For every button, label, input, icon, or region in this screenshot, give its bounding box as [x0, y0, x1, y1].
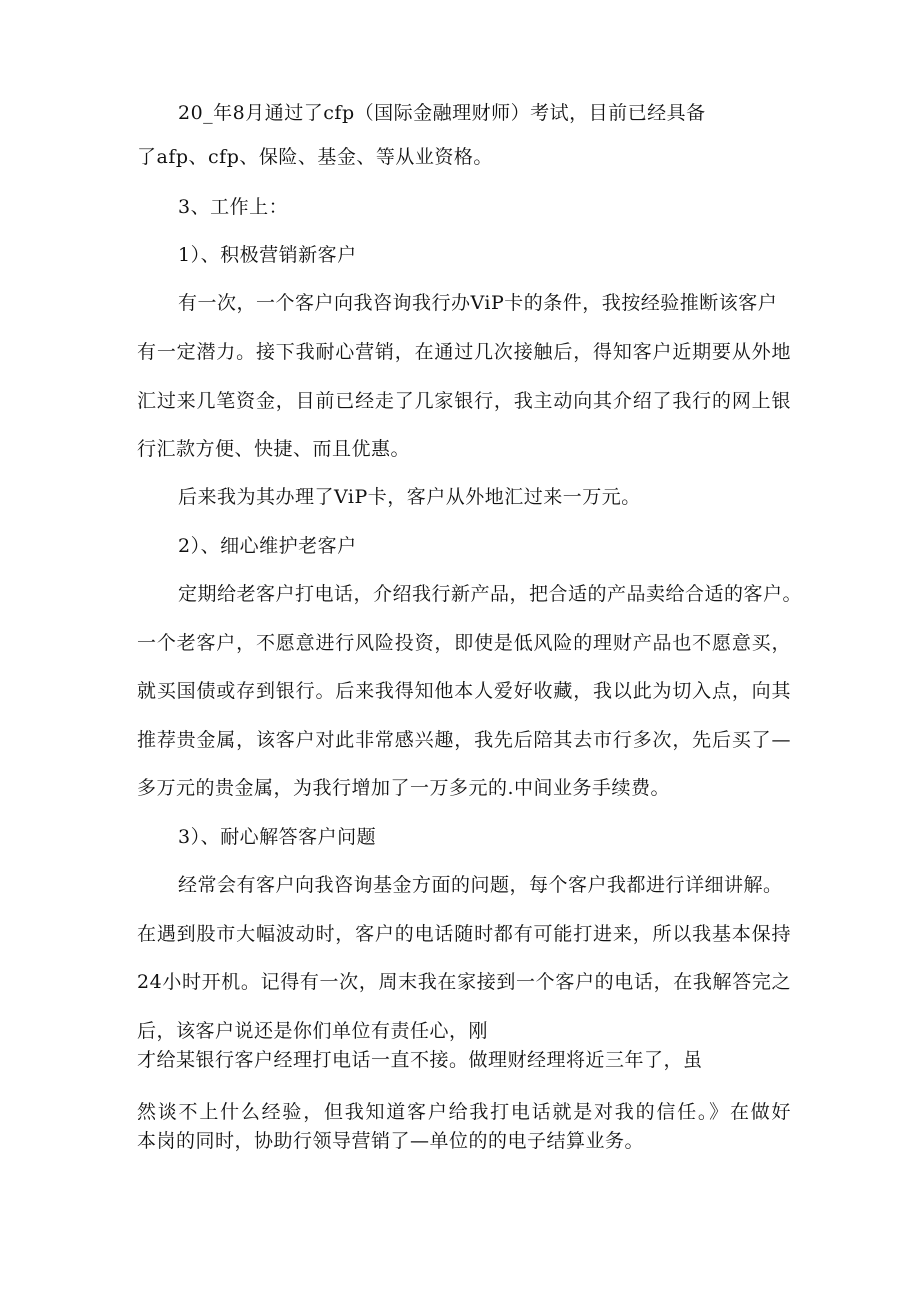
- text-line: 20_年8月通过了cfp（国际金融理财师）考试，目前已经具备: [178, 102, 706, 124]
- subsection-heading: 2）、细心维护老客户: [178, 535, 357, 557]
- text-line: 一个老客户，不愿意进行风险投资，即使是低风险的理财产品也不愿意买，: [137, 632, 791, 654]
- text-line: 了afp、cfp、保险、基金、等从业资格。: [137, 146, 493, 168]
- text-line: 后来我为其办理了ViP卡，客户从外地汇过来一万元。: [178, 486, 641, 508]
- text-line: 有一次，一个客户向我咨询我行办ViP卡的条件，我按经验推断该客户: [178, 292, 778, 314]
- text-line: 有一定潜力。接下我耐心营销，在通过几次接触后，得知客户近期要从外地: [137, 341, 791, 363]
- text-line: 才给某银行客户经理打电话一直不接。做理财经理将近三年了，虽: [137, 1049, 703, 1071]
- text-line: 行汇款方便、快捷、而且优惠。: [137, 438, 411, 460]
- text-line: 在遇到股市大幅波动时，客户的电话随时都有可能打进来，所以我基本保持: [137, 923, 791, 945]
- text-line: 24小时开机。记得有一次，周末我在家接到一个客户的电话，在我解答完之: [137, 971, 791, 993]
- text-line: 定期给老客户打电话，介绍我行新产品，把合适的产品卖给合适的客户。: [178, 583, 803, 605]
- text-line: 汇过来几笔资金，目前已经走了几家银行，我主动向其介绍了我行的网上银: [137, 390, 791, 412]
- section-heading: 3、工作上：: [178, 196, 289, 218]
- text-line: 推荐贵金属，该客户对此非常感兴趣，我先后陪其去市行多次，先后买了—: [137, 729, 791, 751]
- text-line: 然谈不上什么经验，但我知道客户给我打电话就是对我的信任。》在做好: [137, 1101, 791, 1123]
- subsection-heading: 1）、积极营销新客户: [178, 244, 357, 266]
- subsection-heading: 3）、耐心解答客户问题: [178, 826, 377, 848]
- text-line: 后，该客户说还是你们单位有责任心，刚: [137, 1020, 489, 1042]
- text-line: 本岗的同时，协助行领导营销了—单位的的电子结算业务。: [137, 1130, 645, 1152]
- text-line: 经常会有客户向我咨询基金方面的问题，每个客户我都进行详细讲解。: [178, 874, 783, 896]
- text-line: 就买国债或存到银行。后来我得知他本人爱好收藏，我以此为切入点，向其: [137, 680, 791, 702]
- text-line: 多万元的贵金属，为我行增加了一万多元的.中间业务手续费。: [137, 777, 671, 799]
